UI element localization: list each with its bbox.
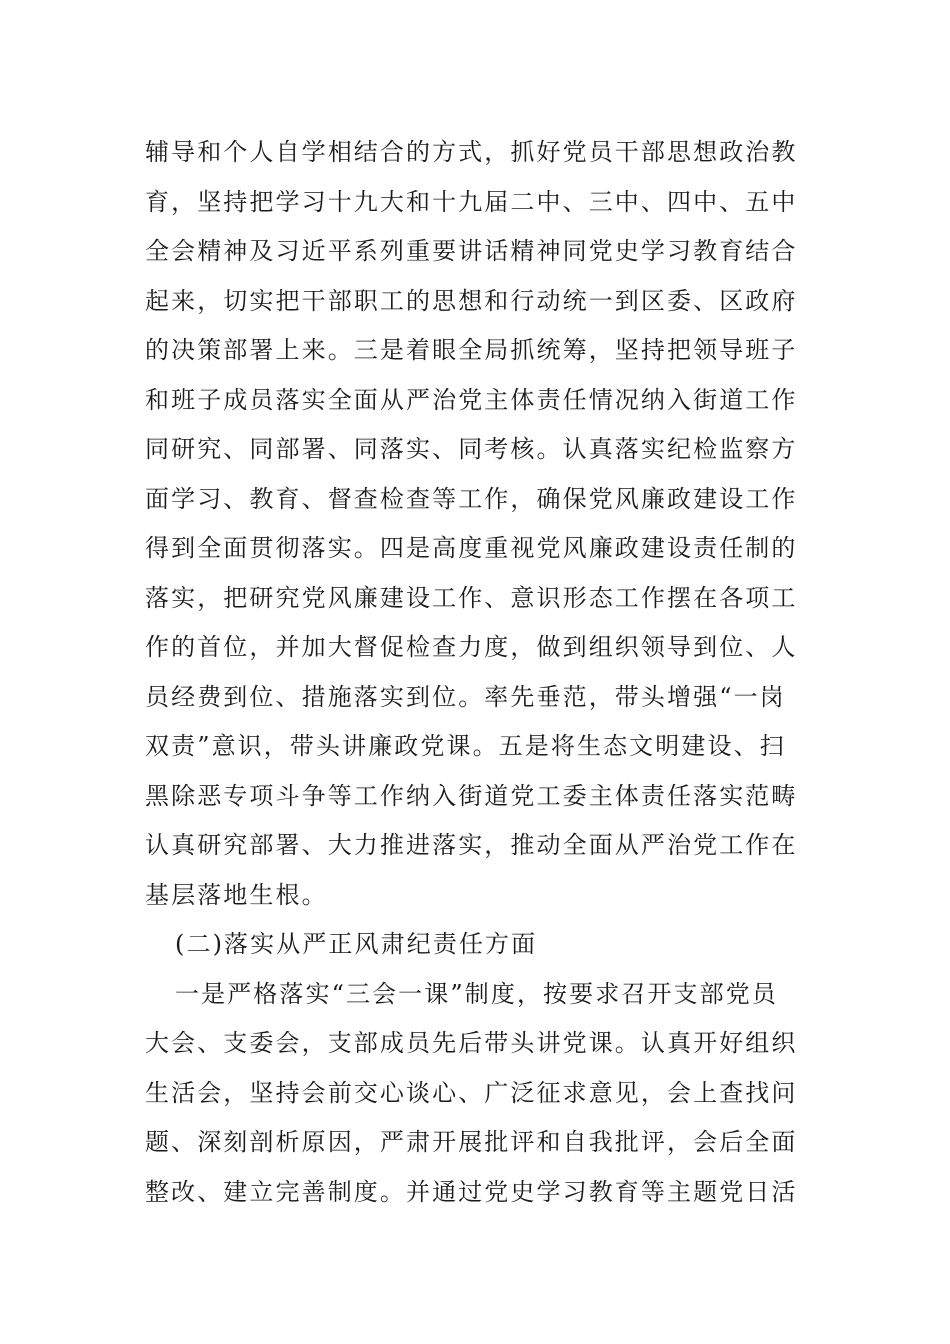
document-body — [145, 128, 810, 1217]
paragraph-line: 整改、建立完善制度。并通过党史学习教育等主题党日活 — [145, 1177, 798, 1206]
paragraph-line: 育，坚持把学习十九大和十九届二中、三中、四中、五中 — [145, 187, 798, 216]
paragraph-line: 双责”意识，带头讲廉政党课。五是将生态文明建设、扫 — [145, 732, 786, 760]
paragraph-line: 得到全面贯彻落实。四是高度重视党风廉政建设责任制的 — [145, 534, 798, 562]
paragraph-line: 和班子成员落实全面从严治党主体责任情况纳入街道工作 — [145, 385, 798, 414]
paragraph-line: 作的首位，并加大督促检查力度，做到组织领导到位、人 — [145, 633, 798, 661]
paragraph-line: 员经费到位、措施落实到位。率先垂范，带头增强“一岗 — [145, 682, 786, 711]
paragraph-line: 黑除恶专项斗争等工作纳入街道党工委主体责任落实范畴 — [145, 781, 798, 810]
paragraph-line: 大会、支委会，支部成员先后带头讲党课。认真开好组织 — [145, 1029, 798, 1057]
paragraph-line: 生活会，坚持会前交心谈心、广泛征求意见，会上查找问 — [145, 1078, 798, 1107]
paragraph-line: 题、深刻剖析原因，严肃开展批评和自我批评，会后全面 — [145, 1128, 798, 1156]
paragraph-line: 辅导和个人自学相结合的方式，抓好党员干部思想政治教 — [145, 138, 798, 166]
paragraph-line: 同研究、同部署、同落实、同考核。认真落实纪检监察方 — [145, 435, 798, 463]
paragraph-line: 面学习、教育、督查检查等工作，确保党风廉政建设工作 — [145, 484, 798, 513]
paragraph-line: 认真研究部署、大力推进落实，推动全面从严治党工作在 — [145, 831, 798, 859]
paragraph-line: 落实，把研究党风廉建设工作、意识形态工作摆在各项工 — [145, 583, 798, 612]
paragraph-line: 的决策部署上来。三是着眼全局抓统筹，坚持把领导班子 — [145, 336, 798, 364]
section-heading: (二)落实从严正风肃纪责任方面 — [175, 930, 538, 958]
paragraph-line: 基层落地生根。 — [145, 880, 328, 909]
paragraph-line: 一是严格落实“三会一课”制度，按要求召开支部党员 — [175, 979, 778, 1008]
paragraph-line: 全会精神及习近平系列重要讲话精神同党史学习教育结合 — [145, 237, 798, 265]
paragraph-line: 起来，切实把干部职工的思想和行动统一到区委、区政府 — [145, 286, 798, 315]
